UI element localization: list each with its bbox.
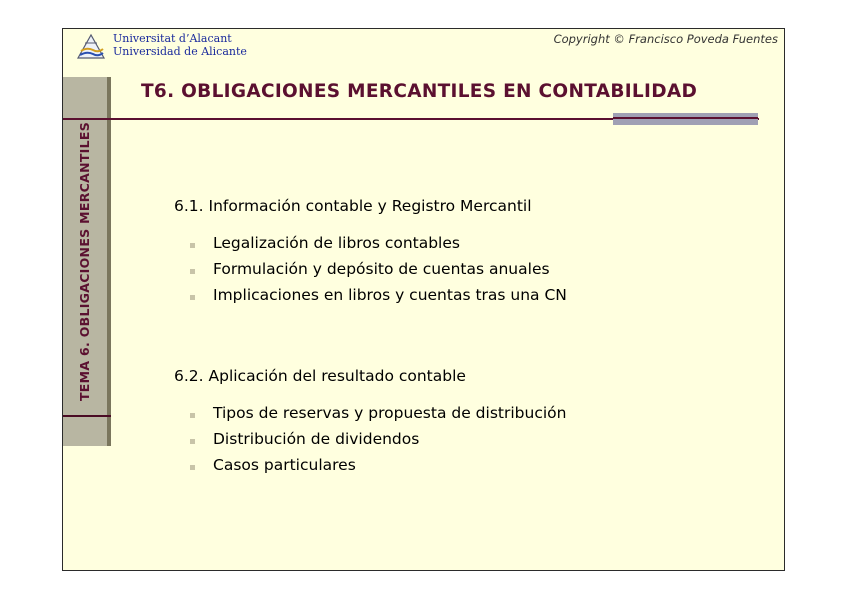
- section-heading: 6.2. Aplicación del resultado contable: [174, 367, 466, 385]
- list-item: [213, 404, 566, 422]
- sidebar-bottom-rule: [63, 415, 111, 417]
- square-bullet-icon: [190, 243, 195, 248]
- sidebar-label: TEMA 6. OBLIGACIONES MERCANTILES: [77, 121, 93, 402]
- title-accent-line: [613, 117, 758, 119]
- section-heading: 6.1. Información contable y Registro Mercantil: [174, 197, 532, 215]
- university-name-spanish: Universidad de Alicante: [113, 45, 247, 58]
- list-item: [213, 430, 419, 448]
- list-item-text: Implicaciones en libros y cuentas tras una CN: [213, 286, 567, 304]
- list-item: [213, 234, 460, 252]
- list-item-text: Distribución de dividendos: [213, 430, 420, 448]
- square-bullet-icon: [190, 439, 195, 444]
- square-bullet-icon: [190, 269, 195, 274]
- title-accent-bar: [613, 113, 758, 125]
- slide: [62, 28, 785, 571]
- list-item-text: Legalización de libros contables: [213, 234, 460, 252]
- list-item: [213, 260, 550, 278]
- sidebar-rule: [107, 77, 111, 446]
- copyright-notice: Copyright © Francisco Poveda Fuentes: [553, 32, 778, 46]
- list-item-text: Casos particulares: [213, 456, 356, 474]
- slide-title: T6. OBLIGACIONES MERCANTILES EN CONTABILIDAD: [141, 81, 698, 102]
- square-bullet-icon: [190, 465, 195, 470]
- list-item-text: Tipos de reservas y propuesta de distribución: [213, 404, 567, 422]
- list-item-text: Formulación y depósito de cuentas anuales: [213, 260, 550, 278]
- list-item: [213, 286, 567, 304]
- university-logo-icon: [76, 32, 106, 60]
- square-bullet-icon: [190, 295, 195, 300]
- university-name-catalan: Universitat d’Alacant: [113, 32, 232, 45]
- sidebar-label-wrap: [63, 77, 107, 446]
- list-item: [213, 456, 356, 474]
- square-bullet-icon: [190, 413, 195, 418]
